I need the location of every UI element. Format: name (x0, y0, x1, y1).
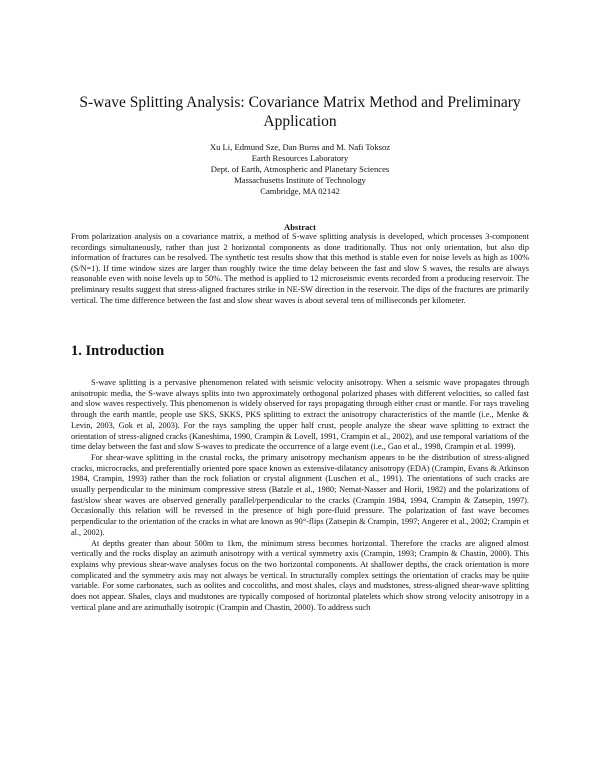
affiliation-city: Cambridge, MA 02142 (260, 186, 340, 196)
section-heading: 1. Introduction (71, 343, 165, 359)
paragraph: At depths greater than about 500m to 1km, the minimum stress becomes horizontal. Therefore the cracks are aligned almost vertically and the rocks display an azimuth anisotropy with a vertical symmetry axis (Crampin, 1993; Crampin & Chastin, 2000). This explains why previous shear-wave analyses focus on the two horizontal components. At shallower depths, the crack orientation is more complicated and the symmetry axis may not always be vertical. In structurally complex settings the orientation of cracks may be quite variable. For some carbonates, such as oolites and coccoliths, and most shales, clays and mudstones, stress-aligned shear-wave splitting does not appear. Shales, clays and mudstones are typically composed of horizontal platelets which show strong velocity anisotropy in a vertical plane and are azimuthally isotropic (Crampin and Chastin, 2000). To address such (71, 538, 529, 612)
paragraph: S-wave splitting is a pervasive phenomenon related with seismic velocity anisotropy. When a seismic wave propagates through anisotropic media, the S-wave always splits into two approximately orthogonal polarized phases with different velocities, so called fast and slow waves respectively. This phenomenon is widely observed for rays propagating through either crust or mantle. For rays traveling through the earth mantle, people use SKS, SKKS, PKS splitting to extract the anisotropy characteristics of the mantle (i.e., Menke & Levin, 2003, Gok et al, 2003). For the rays sampling the upper half crust, people analyze the shear wave splitting to extract the orientation of stress-aligned cracks (Kaneshima, 1990, Crampin & Lovell, 1991, Crampin et al., 2002), and use temporal variations of the time delay between the fast and slow S-waves to predicate the occurrence of a large event (i.e., Gao et al., 1998, Crampin et al. 1999). (71, 378, 529, 452)
author-names: Xu Li, Edmund Sze, Dan Burns and M. Nafi Toksoz (209, 142, 391, 152)
author-block (100, 142, 500, 197)
body-text (71, 378, 529, 613)
affiliation-institute: Massachusetts Institute of Technology (234, 175, 366, 185)
paragraph: For shear-wave splitting in the crustal rocks, the primary anisotropy mechanism appears to be the distribution of stress-aligned cracks, microcracks, and preferentially oriented pore space known as extensive-dilatancy anisotropy (EDA) (Crampin, Evans & Atkinson 1984, Crampin, 1993) rather than the rock foliation or crystal alignment (Luschen et al., 1991). The orientations of such cracks are usually perpendicular to the minimum compressive stress (Batzle et al., 1980; Nemat-Nasser and Horii, 1982) and the polarizations of fast/slow shear waves are observed generally parallel/perpendicular to the cracks (Crampin 1984, 1994, Crampin & Zatsepin, 1997). Occasionally this relation will be reversed in the presence of high pore-fluid pressure. The polarization of fast wave becomes perpendicular to the orientation of the cracks in what are known as 90°-flips (Zatsepin & Crampin, 1997; Angerer et al., 2002; Crampin et al., 2002). (71, 452, 529, 537)
abstract-heading: Abstract (284, 222, 316, 232)
paper-title: S-wave Splitting Analysis: Covariance Matrix Method and Preliminary Application (79, 94, 521, 130)
abstract-text: From polarization analysis on a covariance matrix, a method of S-wave splitting analysis is developed, which processes 3-component recordings simultaneously, rather than just 2 horizontal components as done traditionally. Thus not only orientation, but also dip information of fractures can be resolved. The synthetic test results show that this method is stable even for noise levels as high as 100% (S/N=1). If time window sizes are larger than roughly twice the time delay between the fast and slow S waves, the results are always reasonable even with noise levels up to 50%. The method is applied to 12 microseismic events recorded from a producing reservoir. The preliminary results suggest that stress-aligned fractures strike in NE-SW direction in the reservoir. The dips of the fractures are primarily vertical. The time difference between the fast and slow shear waves is about several tens of milliseconds per kilometer. (71, 232, 529, 305)
affiliation-lab: Earth Resources Laboratory (251, 153, 349, 163)
affiliation-dept: Dept. of Earth, Atmospheric and Planetary Sciences (210, 164, 390, 174)
